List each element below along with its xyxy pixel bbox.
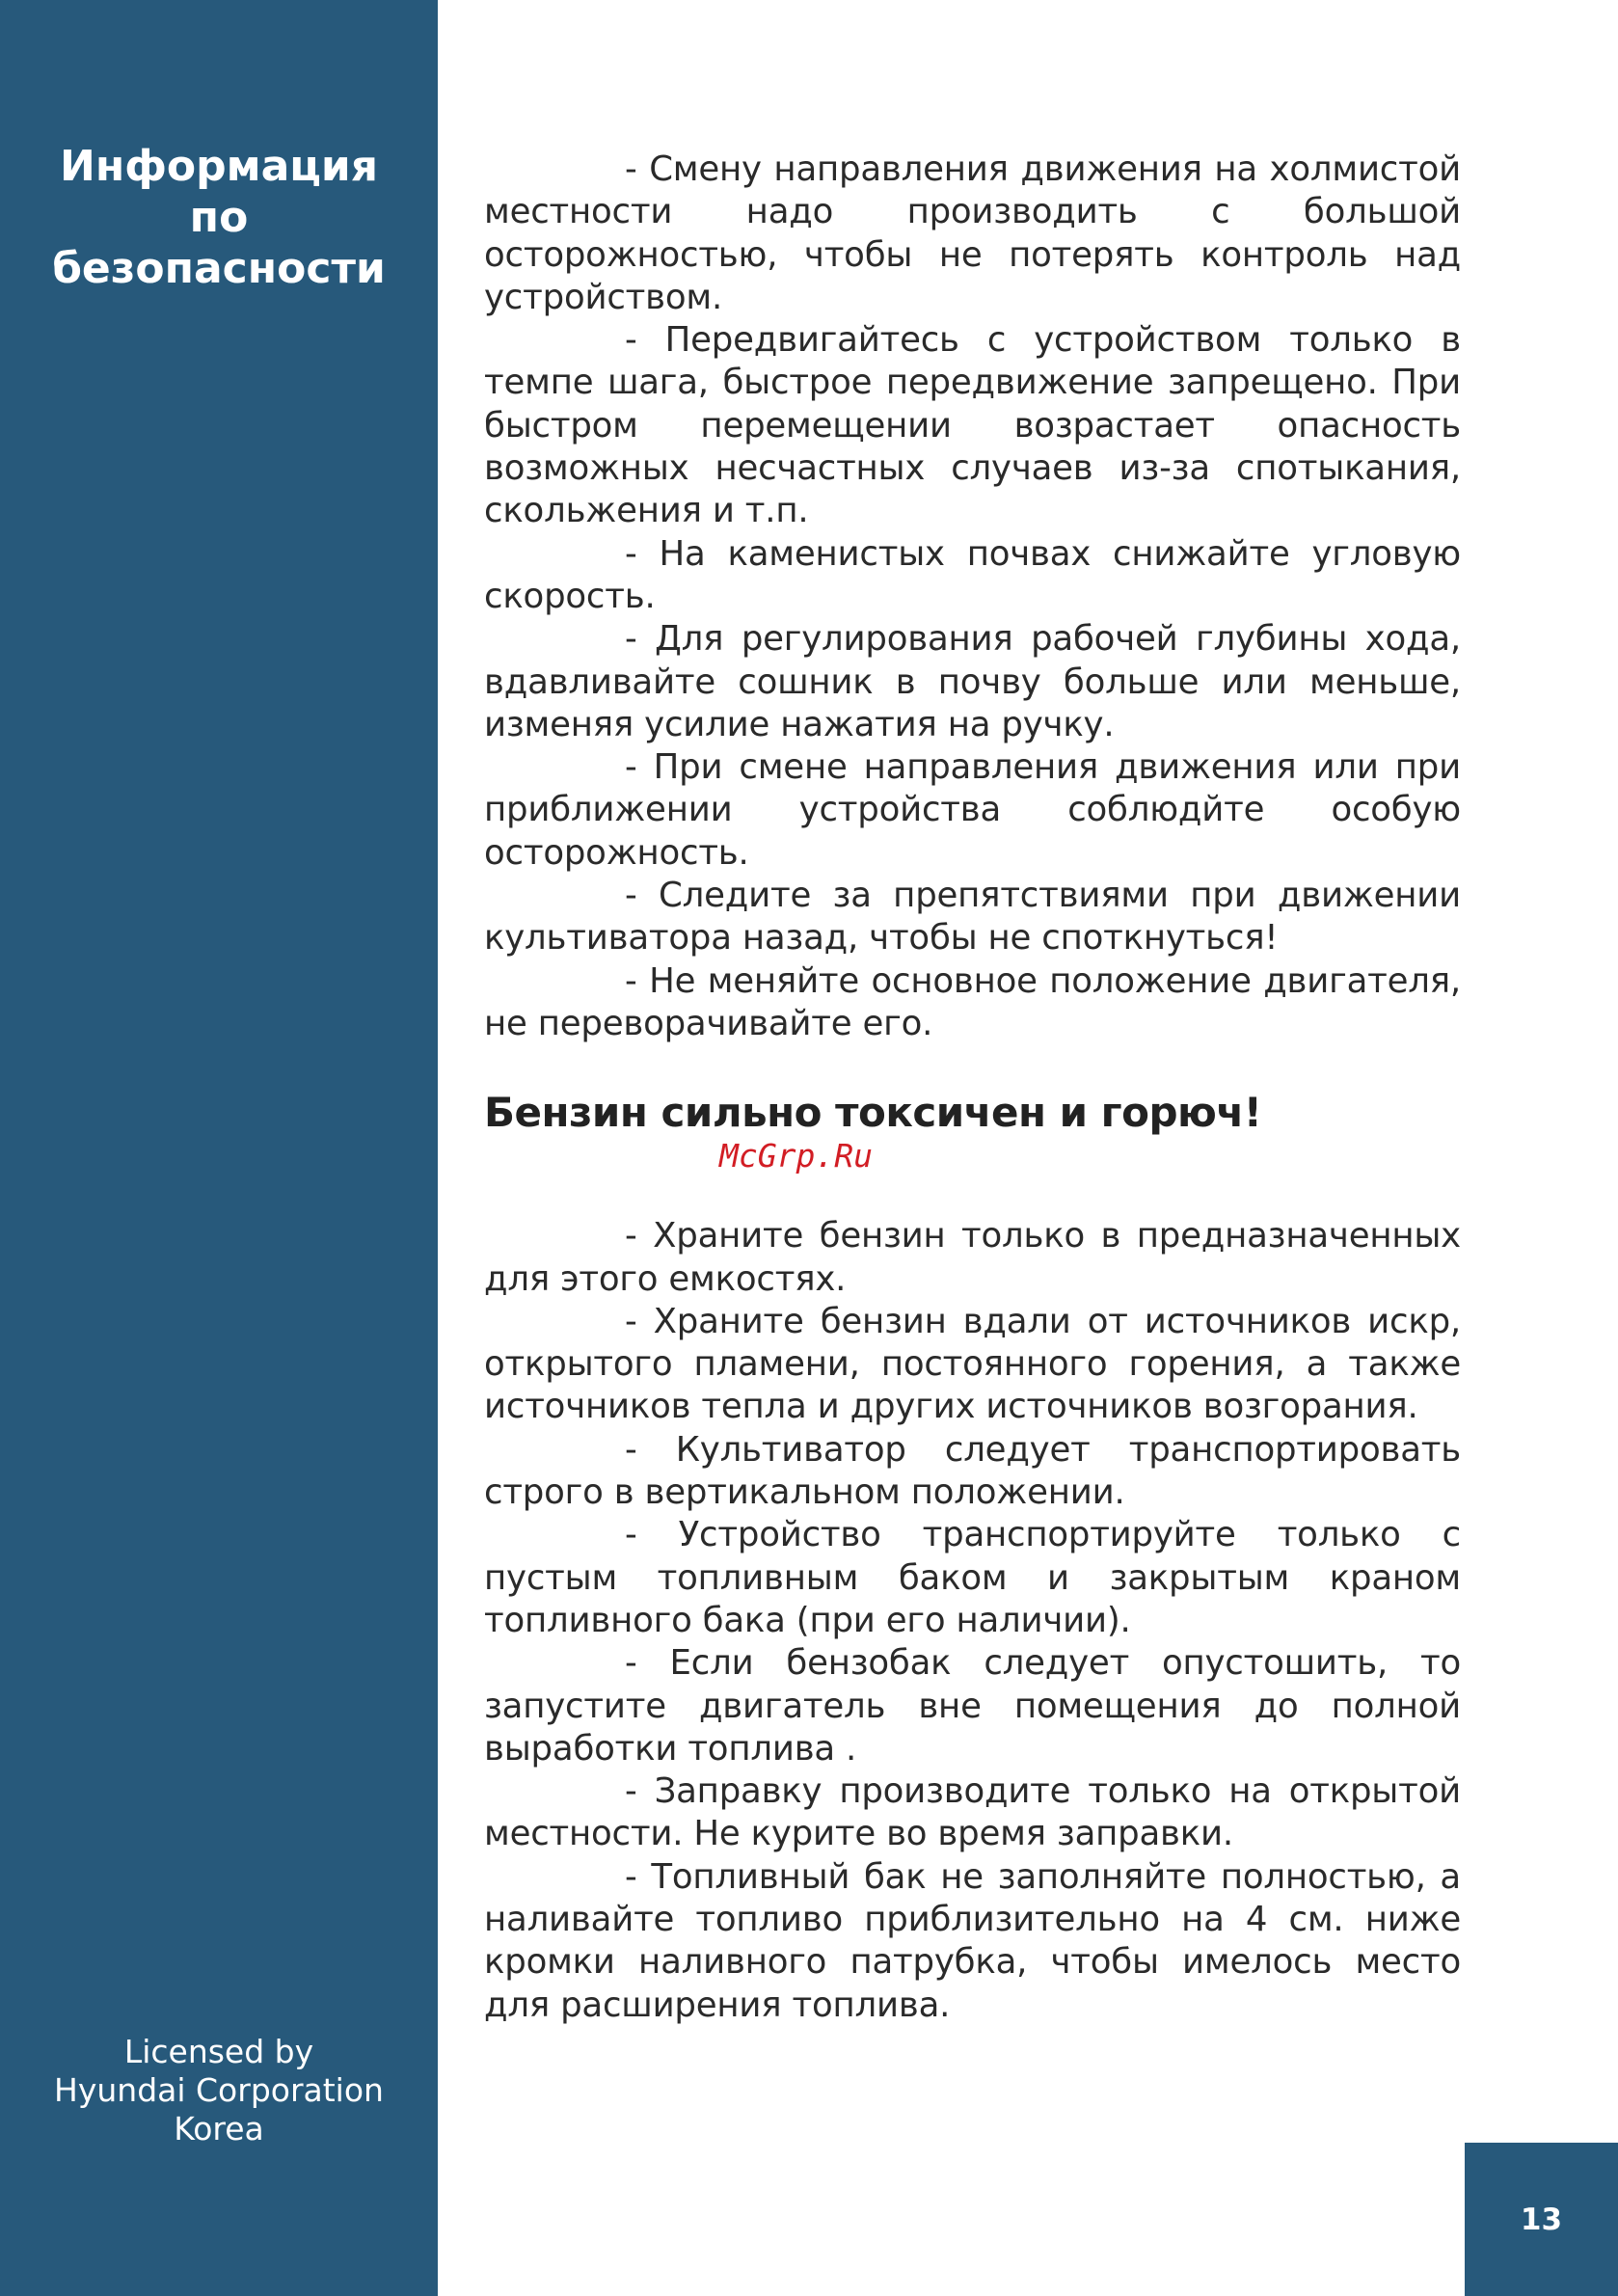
license-line-1: Licensed by [123, 2033, 314, 2070]
instruction-paragraph: - Передвигайтесь с устройством только в темпе шага, быстрое передвижение запрещено. При быстром перемещении возрастает опасность возможных несчастных случаев из-за спотыкания, скольжения и т.п. [484, 320, 1461, 531]
fuel-paragraph: - Устройство транспортируйте только с пустым топливным баком и закрытым краном топливного бака (при его наличии). [484, 1515, 1461, 1640]
watermark-link[interactable]: McGrp.Ru [719, 1137, 873, 1175]
instruction-paragraph: - Не меняйте основное положение двигателя, не переворачивайте его. [484, 960, 1461, 1043]
instruction-paragraph: - При смене направления движения или при приближении устройства соблюдйте особую осторожность. [484, 747, 1461, 873]
instruction-paragraph: - Смену направления движения на холмистой местности надо производить с большой осторожностью, чтобы не потерять контроль над устройством. [484, 149, 1461, 317]
fuel-warning-heading: Бензин сильно токсичен и горюч! [484, 1089, 1262, 1137]
instruction-paragraph: - На каменистых почвах снижайте угловую скорость. [484, 533, 1461, 616]
fuel-paragraph: - Если бензобак следует опустошить, то запустите двигатель вне помещения до полной выработки топлива . [484, 1643, 1461, 1769]
section-title-line-1: Информация [60, 142, 378, 191]
fuel-paragraph: - Храните бензин вдали от источников искр, открытого пламени, постоянного горения, а также источников тепла и других источников возгорания. [484, 1301, 1461, 1427]
safety-instructions [484, 149, 1461, 1045]
instruction-paragraph: - Для регулирования рабочей глубины хода, вдавливайте сошник в почву больше или меньше, изменяя усилие нажатия на ручку. [484, 619, 1461, 744]
fuel-instructions [484, 1215, 1461, 2027]
sidebar [0, 0, 438, 2296]
instruction-paragraph: - Следите за препятствиями при движении культиватора назад, чтобы не споткнуться! [484, 876, 1461, 959]
license-note [0, 2033, 438, 2148]
section-title-line-3: безопасности [52, 244, 386, 293]
fuel-paragraph: - Храните бензин только в предназначенных для этого емкостях. [484, 1216, 1461, 1299]
page-number: 13 [1465, 2143, 1618, 2296]
section-title-line-2: по [189, 193, 249, 242]
fuel-paragraph: - Заправку производите только на открытой местности. Не курите во время заправки. [484, 1771, 1461, 1854]
section-title [0, 141, 438, 294]
license-line-2: Hyundai Corporation [54, 2071, 384, 2109]
fuel-paragraph: - Культиватор следует транспортировать строго в вертикальном положении. [484, 1429, 1461, 1513]
fuel-paragraph: - Топливный бак не заполняйте полностью, а наливайте топливо приблизительно на 4 см. ниже кромки наливного патрубка, чтобы имелось место для расширения топлива. [484, 1856, 1461, 2025]
main-content [484, 149, 1461, 2027]
license-line-3: Korea [174, 2110, 264, 2147]
